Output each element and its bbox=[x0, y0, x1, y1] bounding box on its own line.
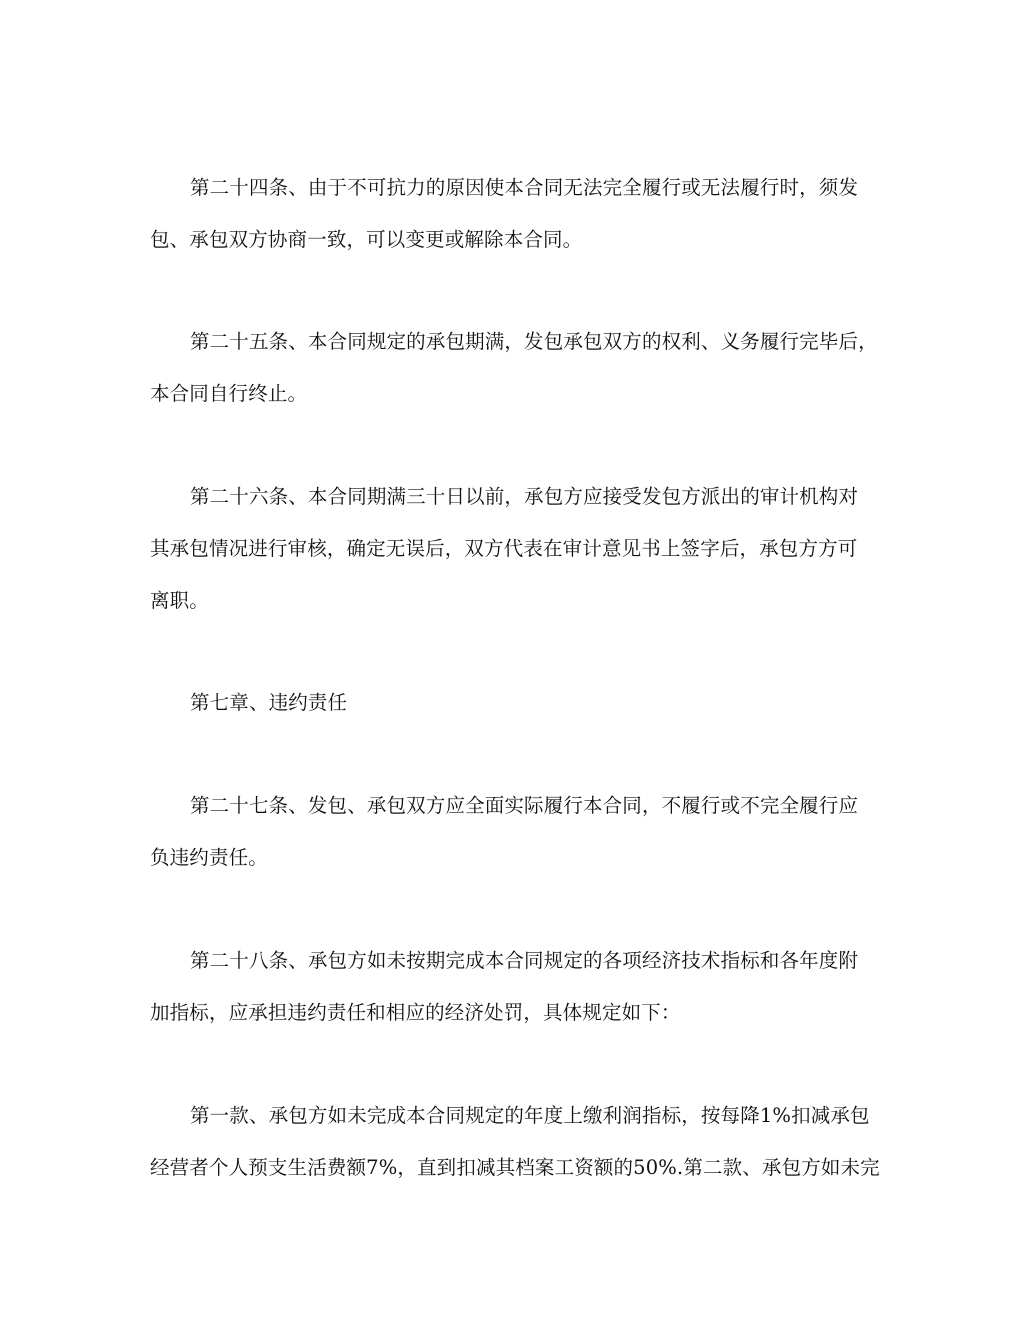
article-25-line-1: 第二十五条、本合同规定的承包期满，发包承包双方的权利、义务履行完毕后， bbox=[190, 330, 878, 353]
article-25-line-2: 本合同自行终止。 bbox=[150, 382, 308, 405]
article-28-line-1: 第二十八条、承包方如未按期完成本合同规定的各项经济技术指标和各年度附 bbox=[190, 949, 859, 972]
clause-1-line-1: 第一款、承包方如未完成本合同规定的年度上缴利润指标，按每降1%扣减承包 bbox=[190, 1104, 870, 1127]
article-26-line-3: 离职。 bbox=[150, 589, 209, 612]
article-27-line-1: 第二十七条、发包、承包双方应全面实际履行本合同，不履行或不完全履行应 bbox=[190, 794, 859, 817]
clause-1-line-2: 经营者个人预支生活费额7%，直到扣减其档案工资额的50%.第二款、承包方如未完 bbox=[150, 1156, 880, 1179]
article-24-line-1: 第二十四条、由于不可抗力的原因使本合同无法完全履行或无法履行时，须发 bbox=[190, 176, 859, 199]
article-27-line-2: 负违约责任。 bbox=[150, 846, 268, 869]
article-24-line-2: 包、承包双方协商一致，可以变更或解除本合同。 bbox=[150, 228, 583, 251]
article-28-line-2: 加指标，应承担违约责任和相应的经济处罚，具体规定如下： bbox=[150, 1001, 681, 1024]
chapter-7-heading: 第七章、违约责任 bbox=[190, 691, 348, 714]
article-26-line-1: 第二十六条、本合同期满三十日以前，承包方应接受发包方派出的审计机构对 bbox=[190, 485, 859, 508]
article-26-line-2: 其承包情况进行审核，确定无误后，双方代表在审计意见书上签字后，承包方方可 bbox=[150, 537, 858, 560]
